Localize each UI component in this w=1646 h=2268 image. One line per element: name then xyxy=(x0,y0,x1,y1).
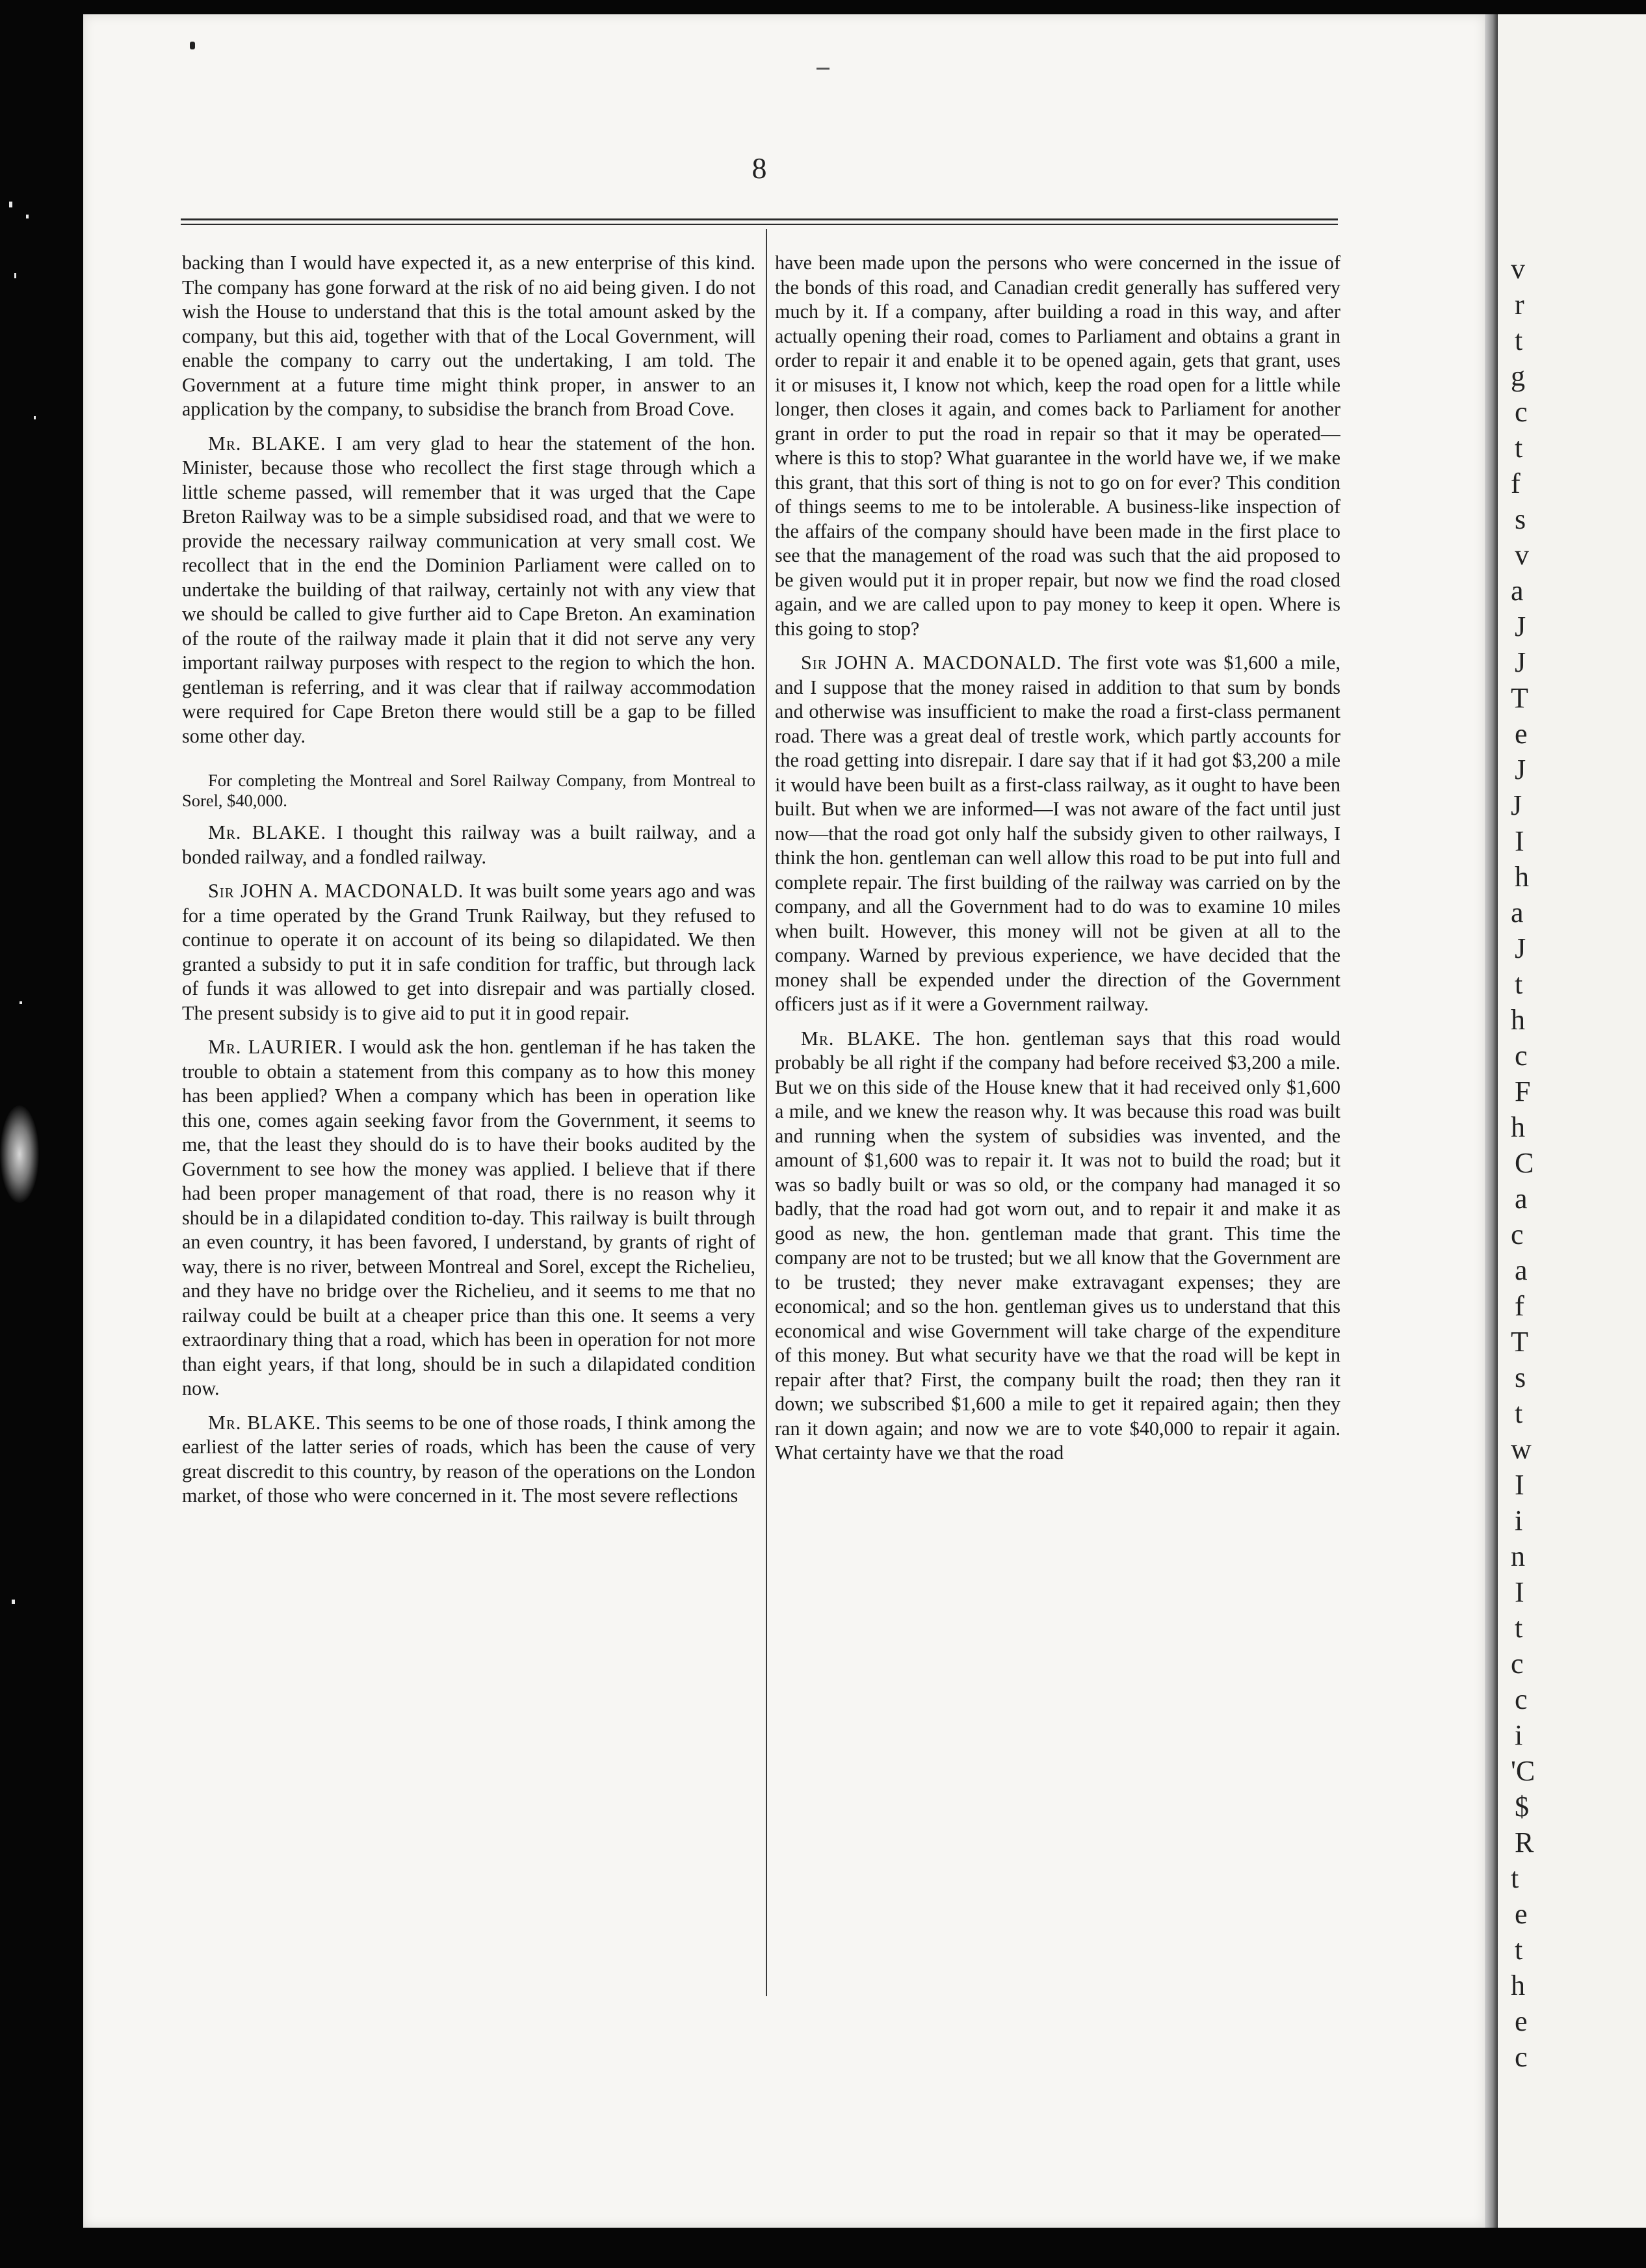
adjacent-page-fragment: f xyxy=(1511,468,1521,499)
adjacent-page-fragment: a xyxy=(1511,897,1524,929)
scan-speck xyxy=(12,1600,15,1604)
paragraph xyxy=(775,251,1340,641)
speaker-name: Mr. LAURIER. xyxy=(208,1036,344,1058)
page-gutter xyxy=(1485,14,1498,2228)
header-rule-thin xyxy=(181,224,1338,225)
adjacent-page-fragment: n xyxy=(1511,1540,1525,1572)
adjacent-page-fragment: I xyxy=(1515,825,1524,857)
adjacent-page-fragment: r xyxy=(1515,289,1524,321)
paragraph xyxy=(182,1411,755,1509)
adjacent-page-fragment: J xyxy=(1515,611,1526,642)
right-column xyxy=(775,251,1340,2000)
paragraph xyxy=(182,432,755,749)
adjacent-page-fragment: h xyxy=(1511,1111,1525,1143)
adjacent-page-fragment: F xyxy=(1515,1075,1531,1107)
ink-dash xyxy=(816,68,830,70)
paragraph-text: The first vote was $1,600 a mile, and I suppose that the money raised in addition to that sum by bonds and otherwise was insufficient to make the road a first-class permanent road. There was a great deal of trestle work, which partly accounts for the road getting into disrepair. I dare say that if it had got $3,200 a mile it would have been built as a first-class railway, as it ought to have been built. But when we are informed—I was not aware of the fact until just now—that the road got only half the subsidy given to other railways, I think the hon. gentleman can well allow this road to be put into full and complete repair. The first building of the railway was carried on by the company, and all the Government had to do was to examine 10 miles when built. However, this money will not be given at all to the company. Warned by previous experience, we have decided that the money shall be expended under the direction of the Government officers just as if it were a Government railway. xyxy=(775,652,1340,1015)
adjacent-page-fragment: R xyxy=(1515,1826,1534,1858)
adjacent-page-fragment: s xyxy=(1515,1362,1526,1393)
adjacent-page-fragment: C xyxy=(1515,1147,1534,1179)
adjacent-page-fragment: T xyxy=(1511,1326,1528,1358)
adjacent-page-fragment: t xyxy=(1515,432,1523,464)
adjacent-page-fragment: w xyxy=(1511,1433,1532,1465)
adjacent-page-fragment: h xyxy=(1515,861,1529,893)
adjacent-page-fragment: t xyxy=(1515,1612,1523,1644)
adjacent-page-fragment: e xyxy=(1515,1898,1528,1930)
adjacent-page-fragment: c xyxy=(1515,396,1528,428)
adjacent-page-fragment: 'C xyxy=(1511,1755,1535,1787)
paragraph-text: have been made upon the persons who were concerned in the issue of the bonds of this road, and Canadian credit generally has suffered very much by it. If a company, after building a road in this way, and after actually opening their road, comes to Parliament and obtains a grant in order to repair it and enable it to be opened again, gets that grant, uses it or misuses it, I know not which, keep the road open for a little while longer, then closes it again, and comes back to Parliament for another grant in order to put the road in repair so that it may be operated—where is this to stop? What guarantee in the world have we, if we make this grant, that this sort of thing is not to go on for ever? This condition of things seems to me to be intolerable. A business-like inspection of the affairs of the company should have been made in the first place to see that the management of the road was such that the aid proposed to be given would put it in proper repair, but now we find the road closed again, and we are called upon to pay money to keep it open. Where is this going to stop? xyxy=(775,252,1340,640)
page-number: 8 xyxy=(751,152,767,185)
adjacent-page-fragment: c xyxy=(1515,2041,1528,2073)
adjacent-page-fragment: a xyxy=(1511,575,1524,607)
paragraph-text: backing than I would have expected it, as a new enterprise of this kind. The company has gone forward at the risk of no aid being given. I do not wish the House to understand that this is the total amount asked by the company, but this aid, together with that of the Local Government, will enable the company to carry out the undertaking, I am told. The Government at a future time might think proper, in answer to an application by the company, to subsidise the branch from Broad Cove. xyxy=(182,252,755,420)
scan-speck xyxy=(26,215,29,218)
paragraph-text: I would ask the hon. gentleman if he has taken the trouble to obtain a statement from this company as to how this money has been applied? When a company which has been in operation like this one, comes again seeking favor from the Government, it seems to me, that the least they should do is to have their books audited by the Government to see how the money was applied. I believe that if there had been proper management of that road, there is no reason why it should be in a dilapidated condition to-day. This railway is built through an even country, it has been favored, I understand, by grants of right of way, there is no river, between Montreal and Sorel, except the Richelieu, and they have no bridge over the Richelieu, and it seems to me that no railway could be built at a cheaper price than this one. It seems a very extraordinary thing that a road, which has been in operation for not more than eight years, if that long, should be in such a dilapidated condition now. xyxy=(182,1036,755,1399)
vote-item-text: For completing the Montreal and Sorel Railway Company, from Montreal to Sorel, $40,000. xyxy=(182,771,755,810)
adjacent-page-fragment: J xyxy=(1515,754,1526,785)
speaker-name: Sir JOHN A. MACDONALD. xyxy=(208,880,464,902)
paragraph-text: I am very glad to hear the statement of the hon. Minister, because those who recollect the first stage through which a little scheme passed, will remember that it was urged that the Cape Breton Railway was to be a simple subsidised road, and that we were to provide the necessary railway communication at very small cost. We recollect that in the end the Dominion Parliament were called on to undertake the building of that railway, certainly not with any view that we should be called to give further aid to Cape Breton. An examination of the route of the railway made it plain that it did not serve any very important railway purposes with respect to the region to which the hon. gentleman is referring, and it was clear that if railway accommodation were required for Cape Breton there would still be a gap to be filled some other day. xyxy=(182,432,755,747)
scan-speck xyxy=(9,202,12,207)
paragraph-text: It was built some years ago and was for a time operated by the Grand Trunk Railway, but they refused to continue to operate it on account of its being so dilapidated. We then granted a subsidy to put it in safe condition for traffic, but through lack of funds it was allowed to get into disrepair and was partially closed. The present subsidy is to give aid to put it in good repair. xyxy=(182,880,755,1024)
adjacent-page-fragment: t xyxy=(1515,968,1523,1000)
adjacent-page-fragment: t xyxy=(1511,1862,1519,1894)
scan-speck xyxy=(34,416,36,419)
adjacent-page-fragment: $ xyxy=(1515,1791,1529,1823)
paragraph xyxy=(182,251,755,422)
vote-item xyxy=(182,771,755,811)
adjacent-page-edge xyxy=(1498,14,1646,2228)
paragraph-text: I thought this railway was a built railway, and a bonded railway, and a fondled railway. xyxy=(182,821,755,868)
adjacent-page-fragment: c xyxy=(1511,1648,1524,1680)
adjacent-page-fragment: a xyxy=(1515,1183,1528,1215)
paragraph-text: The hon. gentleman says that this road would probably be all right if the company had before received $3,200 a mile. But we on this side of the House knew that it had received only $1,600 a mile, and we knew the reason why. It was because this road was built and running when the system of subsidies was invented, and the amount of $1,600 was to repair it. It was not to build the road; but it was so badly built or was so old, or the company had managed it so badly, that the road had got worn out, and to repair it and make it as good as new, the hon. gentleman made that grant. This time the company are not to be trusted; but we all know that the Government are to be trusted; they never make extravagant expenses; they are economical; and so the hon. gentleman gives us to understand that this economical and wise Government will take charge of the expenditure of this money. But what security have we that the road will be kept in repair after that? First, the company built the road; then they ran it down; we subscribed $1,600 a mile to get it repaired again; then they ran it down again; and now we are to vote $40,000 to repair it again. What certainty have we that the road xyxy=(775,1027,1340,1464)
adjacent-page-fragment: e xyxy=(1515,2005,1528,2037)
adjacent-page-fragment: i xyxy=(1515,1719,1523,1751)
adjacent-page-fragment: I xyxy=(1515,1576,1524,1608)
adjacent-page-fragment: c xyxy=(1515,1040,1528,1072)
adjacent-page-fragment: v xyxy=(1515,539,1529,571)
paragraph xyxy=(775,651,1340,1017)
adjacent-page-fragment: I xyxy=(1515,1469,1524,1501)
header-rule xyxy=(181,218,1338,220)
speaker-name: Mr. BLAKE. xyxy=(208,821,327,843)
adjacent-page-fragment: t xyxy=(1515,324,1523,356)
scan-speck xyxy=(20,1001,22,1004)
adjacent-page-fragment: c xyxy=(1515,1683,1528,1715)
ink-mark xyxy=(190,42,195,49)
column-divider xyxy=(766,229,767,1996)
adjacent-page-fragment: c xyxy=(1511,1219,1524,1250)
adjacent-page-fragment: g xyxy=(1511,360,1525,392)
adjacent-page-fragment: t xyxy=(1515,1397,1523,1429)
adjacent-page-fragment: i xyxy=(1515,1505,1523,1536)
adjacent-page-fragment: J xyxy=(1511,789,1522,821)
adjacent-page-fragment: a xyxy=(1515,1254,1528,1286)
speaker-name: Sir JOHN A. MACDONALD. xyxy=(801,652,1062,674)
paragraph-text: This seems to be one of those roads, I think among the earliest of the latter series of roads, which has been the cause of very great discredit to this country, by reason of the operations on the London market, of those who were concerned in it. The most severe reflections xyxy=(182,1411,755,1507)
adjacent-page-fragment: J xyxy=(1515,932,1526,964)
speaker-name: Mr. BLAKE. xyxy=(208,1411,322,1434)
adjacent-page-fragment: h xyxy=(1511,1004,1525,1036)
adjacent-page-fragment: J xyxy=(1515,646,1526,678)
scan-smudge xyxy=(0,1105,39,1203)
paragraph xyxy=(182,1035,755,1401)
adjacent-page-fragment: h xyxy=(1511,1970,1525,2001)
adjacent-page-fragment: e xyxy=(1515,718,1528,750)
speaker-name: Mr. BLAKE. xyxy=(208,432,326,455)
scan-speck xyxy=(14,273,16,278)
paragraph xyxy=(182,821,755,869)
speaker-name: Mr. BLAKE. xyxy=(801,1027,922,1049)
adjacent-page-fragment: v xyxy=(1511,253,1525,285)
paragraph xyxy=(775,1027,1340,1466)
adjacent-page-fragment: s xyxy=(1515,503,1526,535)
adjacent-page-fragment: f xyxy=(1515,1290,1524,1322)
adjacent-page-fragment: T xyxy=(1511,682,1528,714)
left-column xyxy=(182,251,755,2000)
paragraph xyxy=(182,879,755,1025)
adjacent-page-fragment: t xyxy=(1515,1934,1523,1966)
